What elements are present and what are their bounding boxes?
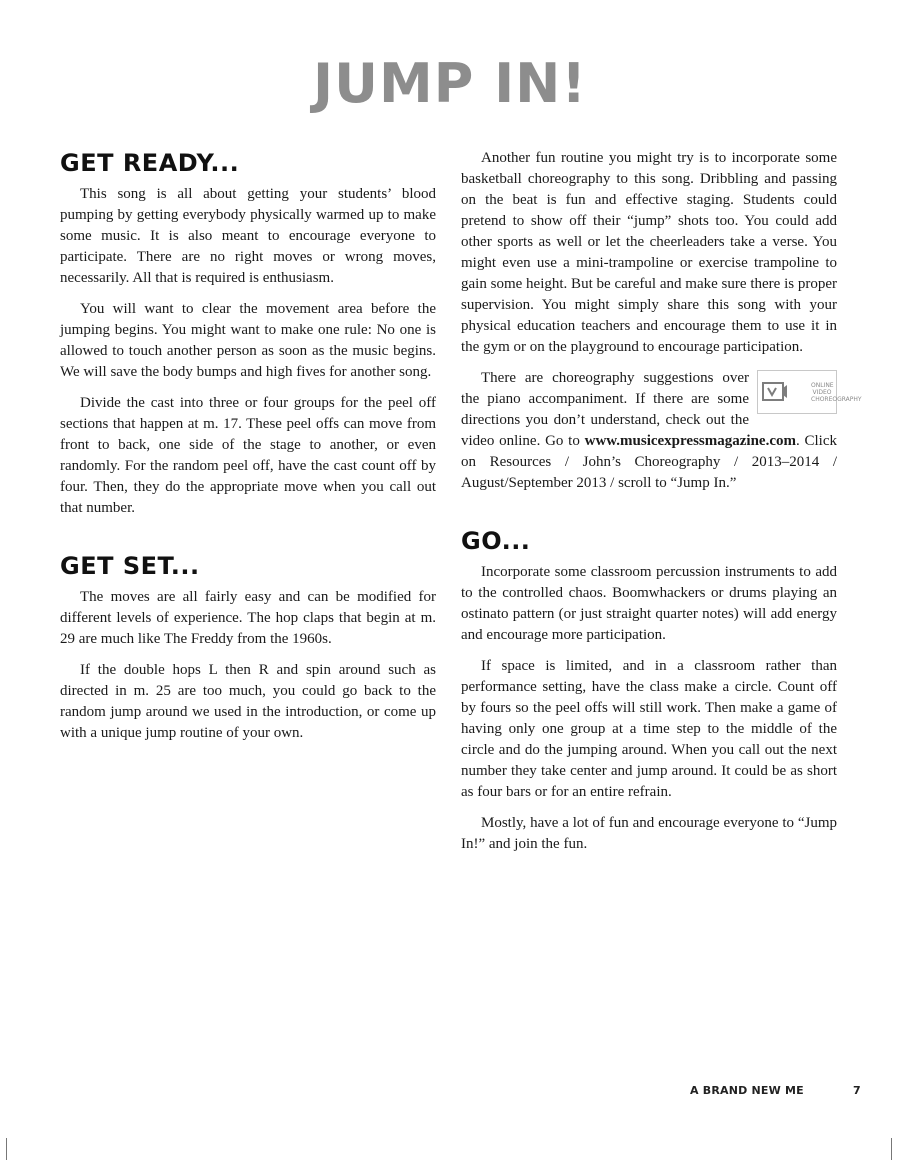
paragraph: Another fun routine you might try is to incorporate some basketball choreography to this song. Dribbling and passing on the beat is fun and effective staging. Students could pretend to show off their “jump” shots too. You could add other sports as well or let the cheerleaders take a verse. You might even use a mini-trampoline or exercise trampoline to gain some height. But be careful and make sure there is proper supervision. You might simply share this song with your physical education teachers and encourage them to use it in the gym or on the playground to encourage participation. bbox=[461, 150, 837, 355]
page-title: JUMP IN! bbox=[313, 52, 587, 115]
paragraph: The moves are all fairly easy and can be modified for different levels of experience. The hop claps that begin at m. 29 are much like The Freddy from the 1960s. bbox=[60, 589, 436, 647]
video-paragraph bbox=[461, 368, 862, 494]
footer-book-title: A BRAND NEW ME bbox=[690, 1084, 804, 1097]
video-choreography-icon bbox=[762, 380, 788, 404]
page-edge-right bbox=[891, 1138, 892, 1160]
page-number: 7 bbox=[853, 1084, 861, 1097]
video-text-after: . Click on Resources / John’s Choreography / 2013–2014 / August/September 2013 / scroll to “Jump In.” bbox=[461, 433, 837, 491]
video-badge-line3: CHOREOGRAPHY bbox=[811, 395, 862, 403]
paragraph: If space is limited, and in a classroom rather than performance setting, have the class make a circle. Count off by fours so the peel offs will still work. Then make a game of having only one group at a time step to the middle of the circle and do the jumping around. When you call out the next number they take center and jump around. It could be as short as four bars or for an entire refrain. bbox=[461, 658, 837, 800]
right-column bbox=[461, 148, 862, 865]
video-choreography-badge bbox=[757, 370, 862, 414]
video-badge-line2: VIDEO bbox=[812, 388, 832, 396]
section-heading-go: GO... bbox=[461, 527, 531, 555]
paragraph: Mostly, have a lot of fun and encourage everyone to “Jump In!” and join the fun. bbox=[461, 815, 837, 852]
left-column bbox=[60, 148, 436, 754]
paragraph: This song is all about getting your students’ blood pumping by getting everybody physically warmed up to make some music. It is also meant to encourage everyone to participate. There are no right moves or wrong moves, necessarily. All that is required is enthusiasm. bbox=[60, 186, 436, 286]
video-text-before: There are choreography suggestions over the piano accompaniment. If there are some directions you don’t understand, check out the video online. Go to bbox=[461, 370, 749, 449]
section-heading-get-set: GET SET... bbox=[60, 552, 200, 580]
page-edge-left bbox=[6, 1138, 7, 1160]
section-heading-get-ready: GET READY... bbox=[60, 149, 240, 177]
paragraph: Divide the cast into three or four groups for the peel off sections that happen at m. 17. These peel offs can move from front to back, one side of the stage to another, or even randomly. For the random peel off, have the cast count off by four. Then, they do the appropriate move when you call out that number. bbox=[60, 395, 436, 516]
paragraph: You will want to clear the movement area before the jumping begins. You might want to make one rule: No one is allowed to touch another person as soon as the music begins. We will save the body bumps and high fives for another song. bbox=[60, 301, 436, 380]
paragraph: Incorporate some classroom percussion instruments to add to the controlled chaos. Boomwhackers or drums playing an ostinato pattern (or just straight quarter notes) will add energy and encourage more participation. bbox=[461, 564, 837, 643]
paragraph: If the double hops L then R and spin around such as directed in m. 25 are too much, you could go back to the random jump around we used in the introduction, or come up with a unique jump routine of your own. bbox=[60, 662, 436, 741]
video-badge-line1: ONLINE bbox=[811, 381, 834, 389]
magazine-link[interactable]: www.musicexpressmagazine.com bbox=[584, 433, 796, 449]
video-badge-label bbox=[791, 381, 862, 403]
